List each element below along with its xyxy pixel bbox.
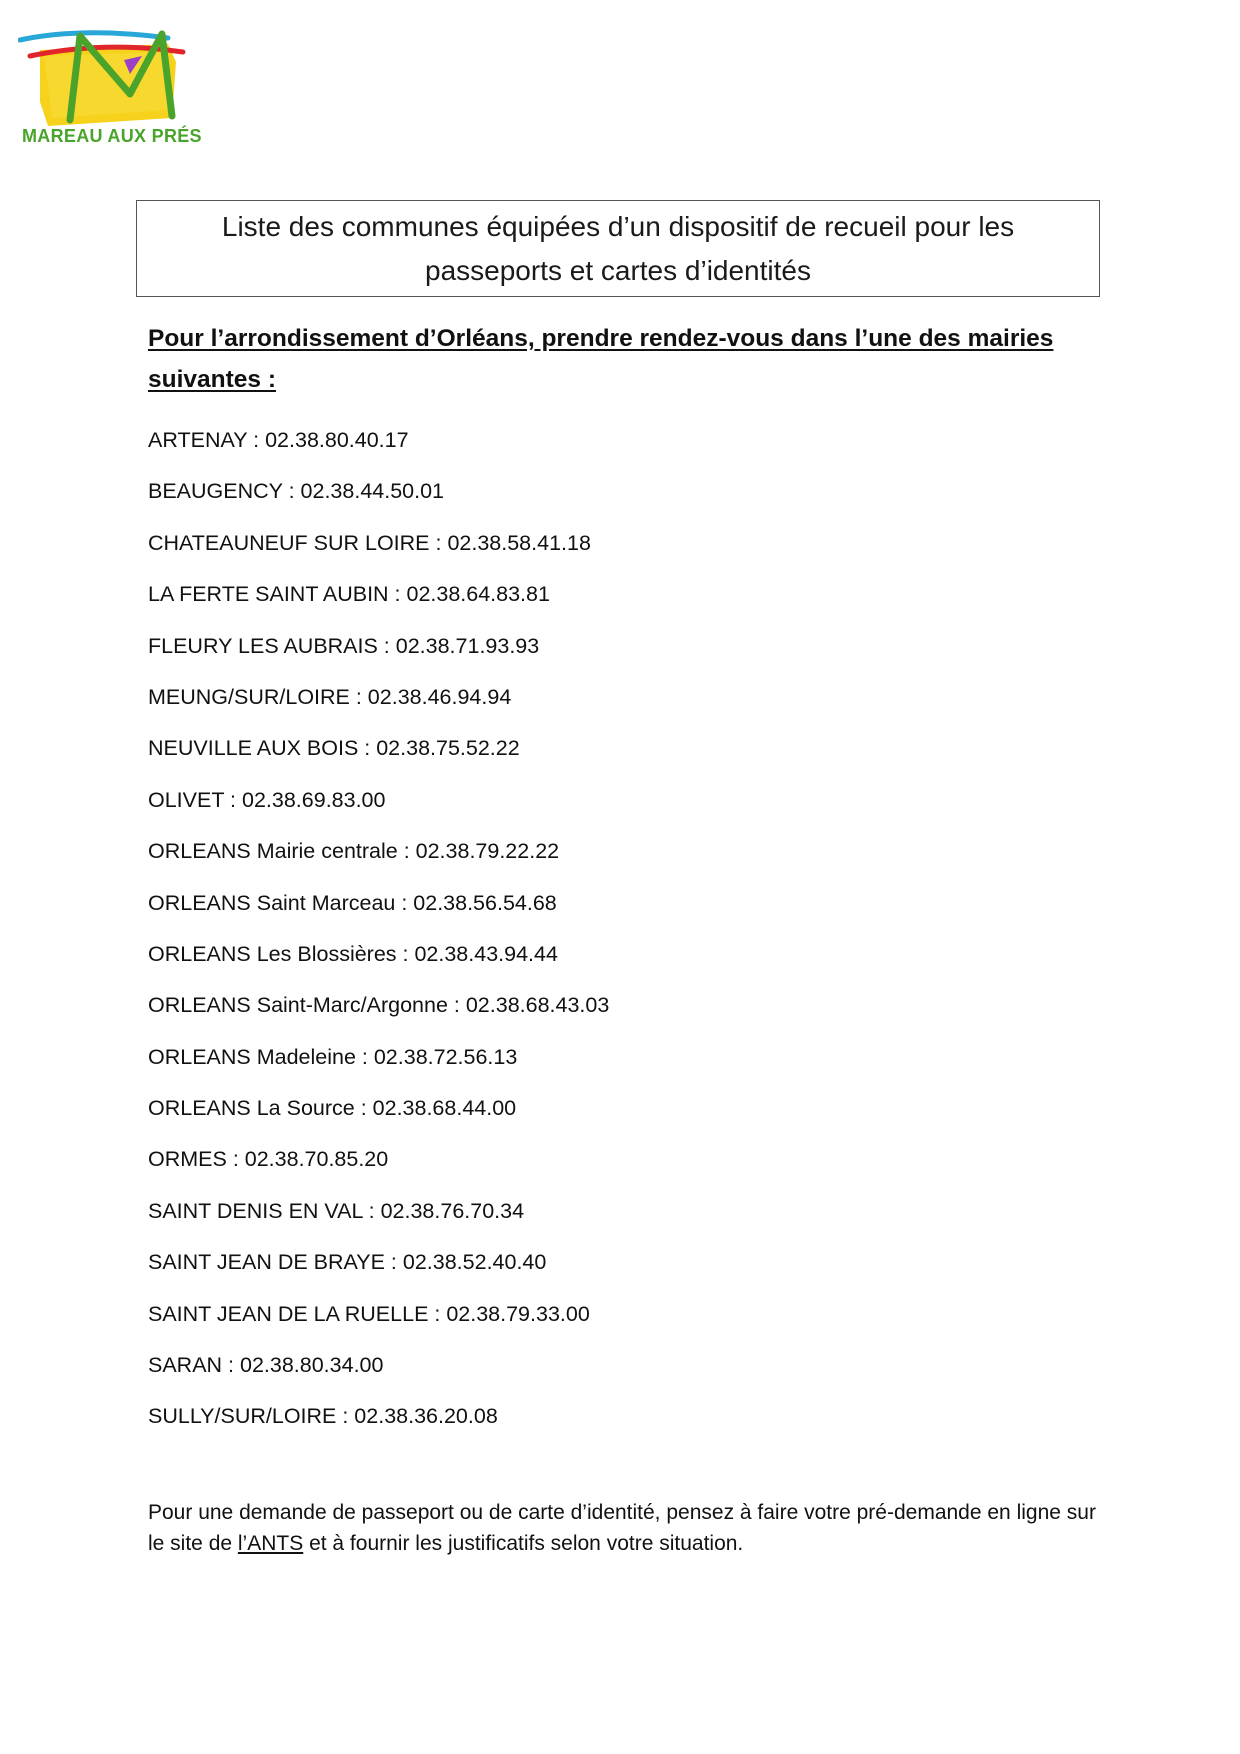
list-item: ORLEANS Mairie centrale : 02.38.79.22.22 <box>148 839 560 864</box>
list-item: SAINT DENIS EN VAL : 02.38.76.70.34 <box>148 1198 525 1223</box>
list-item: BEAUGENCY : 02.38.44.50.01 <box>148 479 445 504</box>
title-box <box>136 200 1100 297</box>
section-heading: Pour l’arrondissement d’Orléans, prendre rendez-vous dans l’une des mairies suivantes : <box>148 325 1054 393</box>
list-item: LA FERTE SAINT AUBIN : 02.38.64.83.81 <box>148 582 550 607</box>
title-line-1: Liste des communes équipées d’un dispositif de recueil pour les <box>221 211 1015 242</box>
list-item: ORMES : 02.38.70.85.20 <box>148 1147 389 1172</box>
list-item: SARAN : 02.38.80.34.00 <box>148 1353 384 1378</box>
list-item: NEUVILLE AUX BOIS : 02.38.75.52.22 <box>148 736 520 761</box>
list-item: CHATEAUNEUF SUR LOIRE : 02.38.58.41.18 <box>148 530 591 555</box>
list-item: SULLY/SUR/LOIRE : 02.38.36.20.08 <box>148 1404 498 1429</box>
title-line-2: passeports et cartes d’identités <box>425 255 811 286</box>
commune-list <box>148 420 609 1448</box>
list-item: SAINT JEAN DE BRAYE : 02.38.52.40.40 <box>148 1250 547 1275</box>
footer-note <box>148 1497 1108 1559</box>
list-item: ARTENAY : 02.38.80.40.17 <box>148 428 409 452</box>
list-item: ORLEANS Saint Marceau : 02.38.56.54.68 <box>148 890 557 915</box>
ants-link[interactable]: l’ANTS <box>237 1532 304 1555</box>
list-item: ORLEANS Saint-Marc/Argonne : 02.38.68.43.03 <box>148 993 610 1018</box>
list-item: OLIVET : 02.38.69.83.00 <box>148 787 386 812</box>
list-item: ORLEANS Les Blossières : 02.38.43.94.44 <box>148 941 558 966</box>
mareau-aux-pres-logo <box>18 22 202 152</box>
footer-text-before: Pour une demande de passeport ou de carte d’identité, pensez à faire votre pré-demande en ligne sur le site de <box>148 1501 1096 1555</box>
footer-text-after: et à fournir les justificatifs selon votre situation. <box>303 1532 744 1555</box>
list-item: SAINT JEAN DE LA RUELLE : 02.38.79.33.00 <box>148 1301 590 1326</box>
list-item: ORLEANS La Source : 02.38.68.44.00 <box>148 1096 517 1121</box>
logo-text: MAREAU AUX PRÉS <box>22 126 202 146</box>
list-item: ORLEANS Madeleine : 02.38.72.56.13 <box>148 1044 518 1069</box>
list-item: FLEURY LES AUBRAIS : 02.38.71.93.93 <box>148 633 540 658</box>
list-item: MEUNG/SUR/LOIRE : 02.38.46.94.94 <box>148 684 512 709</box>
logo-emblem <box>18 22 193 127</box>
